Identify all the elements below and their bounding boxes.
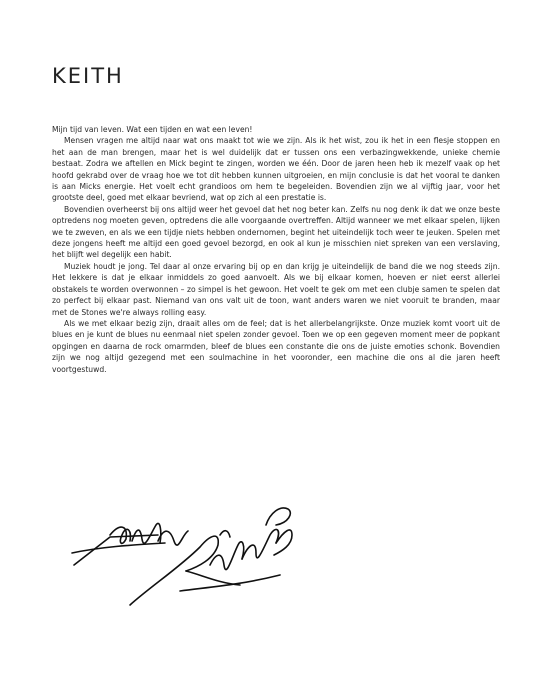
paragraph: Muziek houdt je jong. Tel daar al onze ervaring bij op en dan krijg je uiteindelijk de band die we nog steeds zijn. Het lekkere is dat je elkaar inmiddels zo goed aanvoelt. Als we bij elkaar komen, hoeven er niet eerst allerlei obstakels te worden overwonnen – zo simpel is het gewoon. Het voelt te gek om met een clubje samen te spelen dat zo perfect bij elkaar past. Niemand van ons valt uit de toon, want anders waren we niet vooruit te branden, maar met de Stones we're always rolling easy.	[52, 261, 500, 317]
paragraph: Als we met elkaar bezig zijn, draait alles om de feel; dat is het allerbelangrijkste. Onze muziek komt voort uit de blues en je kunt de blues nu eenmaal niet spelen zonder gevoel. Toen we op een gegeven moment meer de popkant opgingen en daarna de rock omarmden, bleef de blues een constante die ons de juiste emoties schonk. Bovendien zijn we nog altijd gezegend met een soulmachine in het vooronder, een machine die ons al die jaren heeft voortgestuwd.	[52, 318, 500, 374]
page-title: KEITH	[52, 64, 124, 89]
paragraph: Mijn tijd van leven. Wat een tijden en wat een leven!	[52, 125, 253, 134]
body-text	[52, 124, 500, 375]
paragraph: Bovendien overheerst bij ons altijd weer het gevoel dat het nog beter kan. Zelfs nu nog denk ik dat we onze beste optredens nog moeten geven, optredens die alle voorgaande overtreffen. Altijd wanneer we met elkaar spelen, lijken we te zweven, en als we een tijdje niets hebben ondernomen, begint het uiteindelijk toch weer te jeuken. Spelen met deze jongens heeft me altijd een goed gevoel bezorgd, en ook al kun je misschien niet spreken van een verslaving, het blijft wel degelijk een habit.	[52, 204, 500, 260]
paragraph: Mensen vragen me altijd naar wat ons maakt tot wie we zijn. Als ik het wist, zou ik het in een flesje stoppen en het aan de man brengen, maar het is wel duidelijk dat er tussen ons een verbazingwekkende, unieke chemie bestaat. Zodra we aftellen en Mick begint te zingen, worden we één. Door de jaren heen heb ik mezelf vaak op het hoofd gekrabd over de vraag hoe we tot dit hebben kunnen uitgroeien, en mijn conclusie is dat het vooral te danken is aan Micks energie. Het voelt echt grandioos om hem te begeleiden. Bovendien zijn we al vijftig jaar, voor het grootste deel, goed met elkaar bevriend, wat op zich al een prestatie is.	[52, 136, 500, 203]
handwritten-signature	[70, 495, 310, 615]
